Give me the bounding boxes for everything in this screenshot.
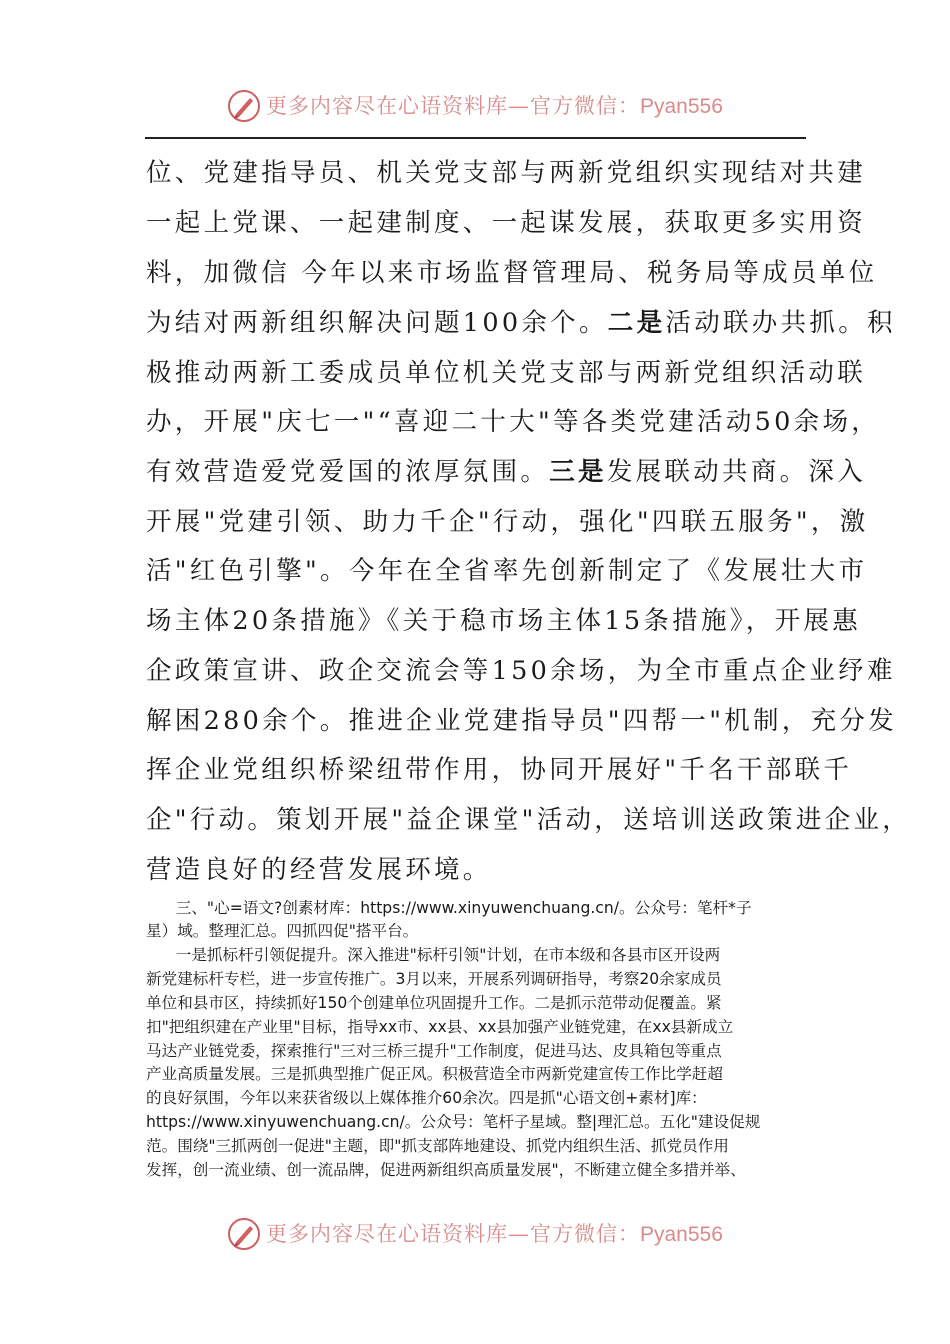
header-banner	[0, 82, 950, 132]
small-line: 三、"心=语文?创素材库：https://www.xinyuwenchuang.cn/。公众号：笔杆*子	[146, 899, 752, 917]
emphasis-third: 三是	[549, 457, 607, 487]
main-line: 办，开展"庆七一"“喜迎二十大"等各类党建活动50余场，	[146, 407, 881, 437]
small-line: 产业高质量发展。三是抓典型推广促正风。积极营造全市两新党建宣传工作比学赶超	[146, 1065, 723, 1083]
main-line: 开展"党建引领、助力千企"行动，强化"四联五服务"，激	[146, 507, 869, 537]
main-line: 企"行动。策划开展"益企课堂"活动，送培训送政策进企业，	[146, 805, 912, 835]
small-line: 一是抓标杆引领促提升。深入推进"标杆引领"计划，在市本级和各县市区开设两	[146, 946, 721, 964]
banner-text: 更多内容尽在心语资料库—官方微信：Pyan556	[266, 1222, 723, 1246]
main-line: 场主体20条措施》《关于稳市场主体15条措施》，开展惠	[146, 606, 861, 636]
main-line: 极推动两新工委成员单位机关党支部与两新党组织活动联	[146, 358, 867, 388]
main-line: 营造良好的经营发展环境。	[146, 855, 492, 885]
small-line: 扣"把组织建在产业里"目标，指导xx市、xx县、xx县加强产业链党建，在xx县新成立	[146, 1018, 734, 1036]
main-line: 料，加微信 今年以来市场监督管理局、税务局等成员单位	[146, 258, 878, 288]
main-line: 解困280余个。推进企业党建指导员"四帮一"机制，充分发	[146, 706, 898, 736]
main-line: 企政策宣讲、政企交流会等150余场，为全市重点企业纾难	[146, 656, 896, 686]
main-line: 一起上党课、一起建制度、一起谋发展，获取更多实用资	[146, 208, 867, 238]
small-line: https://www.xinyuwenchuang.cn/。公众号：笔杆子星域。整|理汇总。五化"建设促规	[146, 1113, 761, 1131]
emphasis-second: 二是	[607, 308, 666, 338]
small-line: 的良好氛围，今年以来获省级以上媒体推介60余次。四是抓"心语文创+素材]库：	[146, 1089, 707, 1107]
pen-logo-icon	[226, 88, 262, 124]
banner-text: 更多内容尽在心语资料库—官方微信：Pyan556	[266, 94, 723, 118]
main-line: 为结对两新组织解决问题100余个。二是活动联办共抓。积	[146, 308, 896, 338]
main-line: 有效营造爱党爱国的浓厚氛围。三是发展联动共商。深入	[146, 457, 867, 487]
header-divider	[145, 137, 806, 139]
small-line: 发挥，创一流业绩、创一流品牌，促进两新组织高质量发展"，不断建立健全多措并举、	[146, 1161, 746, 1179]
small-line: 星）域。整理汇总。四抓四促"搭平台。	[146, 922, 419, 940]
small-line: 马达产业链党委，探索推行"三对三桥三提升"工作制度，促进马达、皮具箱包等重点	[146, 1042, 722, 1060]
small-line: 范。围绕"三抓两创一促进"主题，即"抓支部阵地建设、抓党内组织生活、抓党员作用	[146, 1137, 729, 1155]
small-line: 新党建标杆专栏，进一步宣传推广。3月以来，开展系列调研指导，考察20余家成员	[146, 970, 722, 988]
main-line: 位、党建指导员、机关党支部与两新党组织实现结对共建	[146, 158, 867, 188]
pen-logo-icon	[226, 1216, 262, 1252]
footer-banner	[0, 1210, 950, 1260]
small-line: 单位和县市区，持续抓好150个创建单位巩固提升工作。二是抓示范带动促覆盖。紧	[146, 994, 722, 1012]
main-line: 挥企业党组织桥梁纽带作用，协同开展好"千名干部联千	[146, 755, 853, 785]
main-line: 活"红色引擎"。今年在全省率先创新制定了《发展壮大市	[146, 556, 868, 586]
